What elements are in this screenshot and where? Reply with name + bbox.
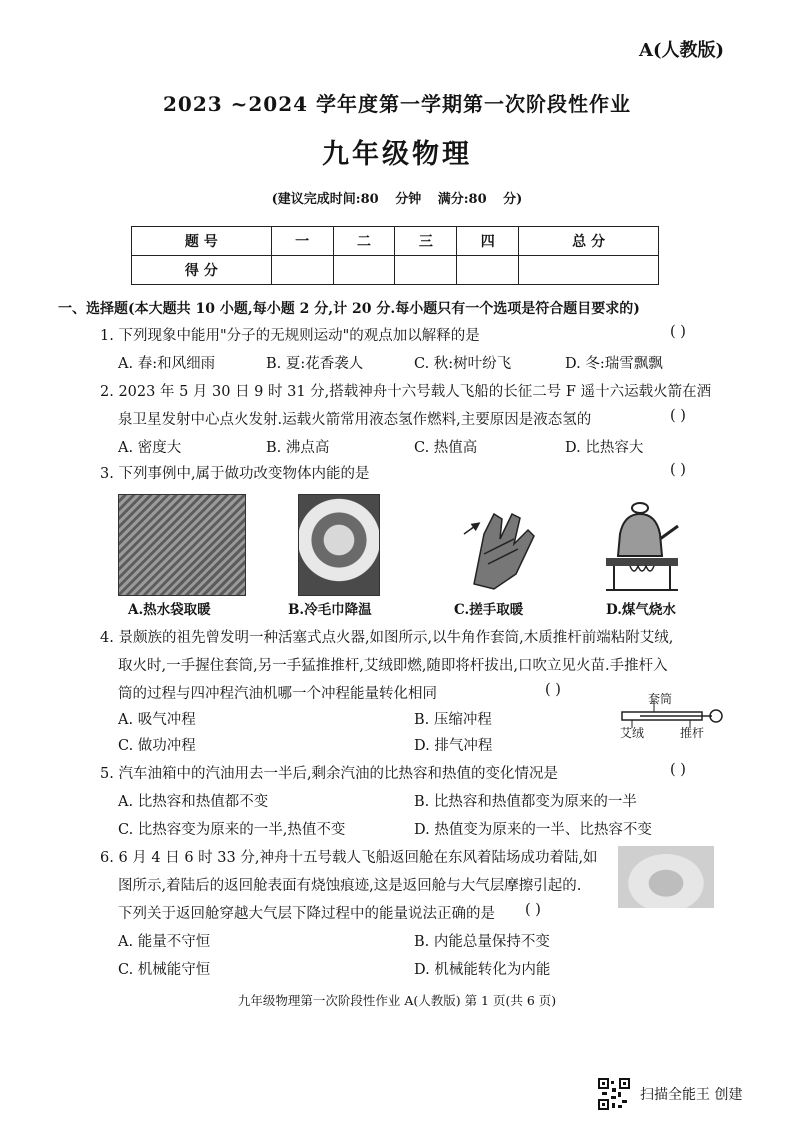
- edition-label: A(人教版): [639, 40, 724, 61]
- q1-option-d: D. 冬:瑞雪飘飘: [565, 356, 663, 372]
- question-2-line-2: 泉卫星发射中心点火发射.运载火箭常用液态氢作燃料,主要原因是液态氢的: [118, 412, 592, 428]
- score-row-label: 得 分: [132, 256, 272, 285]
- q3-caption-a: A.热水袋取暖: [128, 602, 211, 618]
- gas-kettle-image: [600, 494, 684, 594]
- score-cell[interactable]: [457, 256, 519, 285]
- fig-label-moxa: 艾绒: [620, 726, 645, 740]
- q2-option-c: C. 热值高: [414, 440, 478, 456]
- q4-option-a: A. 吸气冲程: [118, 712, 196, 728]
- score-table-score-row: [132, 256, 659, 285]
- answer-paren[interactable]: ( ): [525, 902, 541, 918]
- answer-paren[interactable]: ( ): [670, 324, 686, 340]
- q5-option-a: A. 比热容和热值都不变: [118, 794, 269, 810]
- question-4-line-2: 取火时,一手握住套筒,另一手猛推推杆,艾绒即燃,随即将杆拔出,口吹立见火苗.手推杆入: [118, 658, 668, 674]
- question-5-stem: 5. 汽车油箱中的汽油用去一半后,剩余汽油的比热容和热值的变化情况是: [100, 766, 559, 782]
- q5-option-c: C. 比热容变为原来的一半,热值不变: [118, 822, 346, 838]
- score-header-cell: 四: [457, 227, 519, 256]
- answer-paren[interactable]: ( ): [670, 462, 686, 478]
- rub-hands-image: [454, 494, 542, 594]
- q5-option-d: D. 热值变为原来的一半、比热容不变: [414, 822, 652, 838]
- score-table-header-row: [132, 227, 659, 256]
- hot-water-bag-image: [118, 494, 246, 596]
- q6-option-d: D. 机械能转化为内能: [414, 962, 551, 978]
- exam-subtitle: (建议完成时间:80 分钟 满分:80 分): [271, 192, 523, 207]
- score-header-cell: 总 分: [519, 227, 659, 256]
- score-header-cell: 题 号: [132, 227, 272, 256]
- score-header-cell: 一: [271, 227, 333, 256]
- answer-paren[interactable]: ( ): [670, 408, 686, 424]
- q6-option-a: A. 能量不守恒: [118, 934, 211, 950]
- q2-option-d: D. 比热容大: [565, 440, 644, 456]
- cold-towel-image: [298, 494, 380, 596]
- score-cell[interactable]: [333, 256, 395, 285]
- question-1-stem: 1. 下列现象中能用"分子的无规则运动"的观点加以解释的是: [100, 328, 480, 344]
- q3-caption-c: C.搓手取暖: [454, 602, 524, 618]
- q1-option-c: C. 秋:树叶纷飞: [414, 356, 512, 372]
- q6-option-b: B. 内能总量保持不变: [414, 934, 550, 950]
- q2-option-a: A. 密度大: [118, 440, 182, 456]
- fig-label-tube: 套筒: [648, 692, 673, 706]
- fig-label-rod: 推杆: [680, 726, 705, 740]
- question-4-line-1: 4. 景颇族的祖先曾发明一种活塞式点火器,如图所示,以牛角作套筒,木质推杆前端粘附艾绒,: [100, 630, 674, 646]
- score-cell[interactable]: [271, 256, 333, 285]
- answer-paren[interactable]: ( ): [670, 762, 686, 778]
- q1-option-a: A. 春:和风细雨: [118, 356, 216, 372]
- q3-caption-d: D.煤气烧水: [606, 602, 676, 618]
- q6-option-c: C. 机械能守恒: [118, 962, 211, 978]
- scanner-watermark: 扫描全能王 创建: [640, 1087, 743, 1103]
- q1-option-b: B. 夏:花香袭人: [266, 356, 364, 372]
- score-table: [131, 226, 659, 285]
- score-cell[interactable]: [395, 256, 457, 285]
- q5-option-b: B. 比热容和热值都变为原来的一半: [414, 794, 637, 810]
- question-3-stem: 3. 下列事例中,属于做功改变物体内能的是: [100, 466, 370, 482]
- q2-option-b: B. 沸点高: [266, 440, 330, 456]
- q4-option-b: B. 压缩冲程: [414, 712, 492, 728]
- reentry-capsule-image: [618, 846, 714, 908]
- score-header-cell: 三: [395, 227, 457, 256]
- score-cell[interactable]: [519, 256, 659, 285]
- question-6-line-3: 下列关于返回舱穿越大气层下降过程中的能量说法正确的是: [118, 906, 495, 922]
- question-2-line-1: 2. 2023 年 5 月 30 日 9 时 31 分,搭载神舟十六号载人飞船的长征二号 F 遥十六运载火箭在酒: [100, 384, 712, 400]
- question-6-line-2: 图所示,着陆后的返回舱表面有烧蚀痕迹,这是返回舱与大气层摩擦引起的.: [118, 878, 582, 894]
- qr-code-icon: [598, 1078, 630, 1110]
- page-footer: 九年级物理第一次阶段性作业 A(人教版) 第 1 页(共 6 页): [237, 993, 557, 1008]
- q4-option-d: D. 排气冲程: [414, 738, 493, 754]
- question-4-line-3: 筒的过程与四冲程汽油机哪一个冲程能量转化相同: [118, 686, 437, 702]
- q3-caption-b: B.冷毛巾降温: [288, 602, 372, 618]
- answer-paren[interactable]: ( ): [545, 682, 561, 698]
- exam-title: 2023 ~2024 学年度第一学期第一次阶段性作业: [162, 92, 631, 116]
- subject-title: 九年级物理: [322, 139, 472, 170]
- score-header-cell: 二: [333, 227, 395, 256]
- question-6-line-1: 6. 6 月 4 日 6 时 33 分,神舟十五号载人飞船返回舱在东风着陆场成功着陆,如: [100, 850, 598, 866]
- section-heading: 一、选择题(本大题共 10 小题,每小题 2 分,计 20 分.每小题只有一个选项是符合题目要求的): [58, 301, 640, 317]
- q4-option-c: C. 做功冲程: [118, 738, 196, 754]
